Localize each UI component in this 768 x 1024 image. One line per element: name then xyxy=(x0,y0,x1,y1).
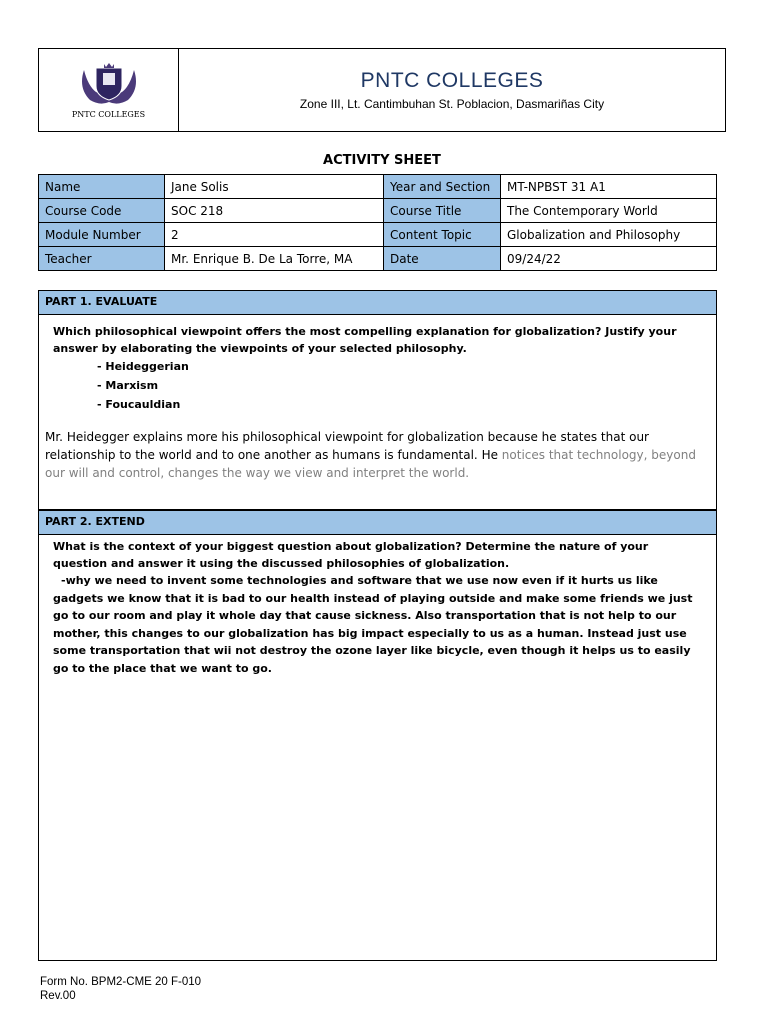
form-number: Form No. BPM2-CME 20 F-010 xyxy=(40,976,202,988)
part2-answer: -why we need to invent some technologies and software that we use now even if it hurts us like gadgets we know that it is bad to our health instead of playing outside and make some friends we just go to our room and play it whole day that cause sickness. Also transportation that is not help to our mother, this changes to our globalization has big impact especially to us as a human. Instead just use some transportation that wii not destroy the ozone layer like bicycle, even though it helps us to easily go to the place that we want to go. xyxy=(53,574,693,675)
part1-section xyxy=(38,290,717,510)
date-label: Date xyxy=(384,247,501,271)
course-title-label: Course Title xyxy=(384,199,501,223)
part1-question: Which philosophical viewpoint offers the most compelling explanation for globalization? Justify your answer by elaborating the viewpoints of your selected philosophy. xyxy=(53,325,677,355)
document-header xyxy=(38,48,726,132)
course-code-value: SOC 218 xyxy=(165,199,384,223)
table-row xyxy=(39,223,717,247)
part2-heading: PART 2. EXTEND xyxy=(39,511,716,535)
name-label: Name xyxy=(39,175,165,199)
part1-answer-faded: notices that technology, beyond our will and control, changes the way we view and interpret the world. xyxy=(45,448,696,480)
module-number-value: 2 xyxy=(165,223,384,247)
info-table xyxy=(38,174,717,271)
content-topic-label: Content Topic xyxy=(384,223,501,247)
revision-number: Rev.00 xyxy=(40,990,76,1002)
logo-text: PNTC COLLEGES xyxy=(71,109,146,119)
college-name: PNTC COLLEGES xyxy=(360,69,544,92)
course-code-label: Course Code xyxy=(39,199,165,223)
date-value: 09/24/22 xyxy=(501,247,717,271)
table-row xyxy=(39,199,717,223)
year-section-label: Year and Section xyxy=(384,175,501,199)
part1-answer xyxy=(39,414,716,482)
part2-question: What is the context of your biggest question about globalization? Determine the nature of your question and answer it using the discussed philosophies of globalization. xyxy=(53,540,649,570)
part1-answer-main: Mr. Heidegger explains more his philosophical viewpoint for globalization because he states that our relationship to the world and to one another as humans is fundamental. He xyxy=(45,430,649,462)
logo-cell xyxy=(39,49,179,131)
table-row xyxy=(39,247,717,271)
part2-section xyxy=(38,510,717,961)
year-section-value: MT-NPBST 31 A1 xyxy=(501,175,717,199)
part1-heading: PART 1. EVALUATE xyxy=(39,291,716,315)
table-row xyxy=(39,175,717,199)
title-cell xyxy=(179,49,725,131)
teacher-label: Teacher xyxy=(39,247,165,271)
content-topic-value: Globalization and Philosophy xyxy=(501,223,717,247)
list-item: - Foucauldian xyxy=(97,398,181,411)
module-number-label: Module Number xyxy=(39,223,165,247)
list-item: - Marxism xyxy=(97,379,159,392)
teacher-value: Mr. Enrique B. De La Torre, MA xyxy=(165,247,384,271)
college-seal-icon xyxy=(74,62,144,108)
course-title-value: The Contemporary World xyxy=(501,199,717,223)
list-item: - Heideggerian xyxy=(97,360,189,373)
part1-options xyxy=(39,357,716,414)
college-address: Zone III, Lt. Cantimbuhan St. Poblacion, Dasmariñas City xyxy=(299,97,605,111)
form-footer xyxy=(40,975,201,1003)
sheet-title: ACTIVITY SHEET xyxy=(323,153,441,168)
name-value: Jane Solis xyxy=(165,175,384,199)
